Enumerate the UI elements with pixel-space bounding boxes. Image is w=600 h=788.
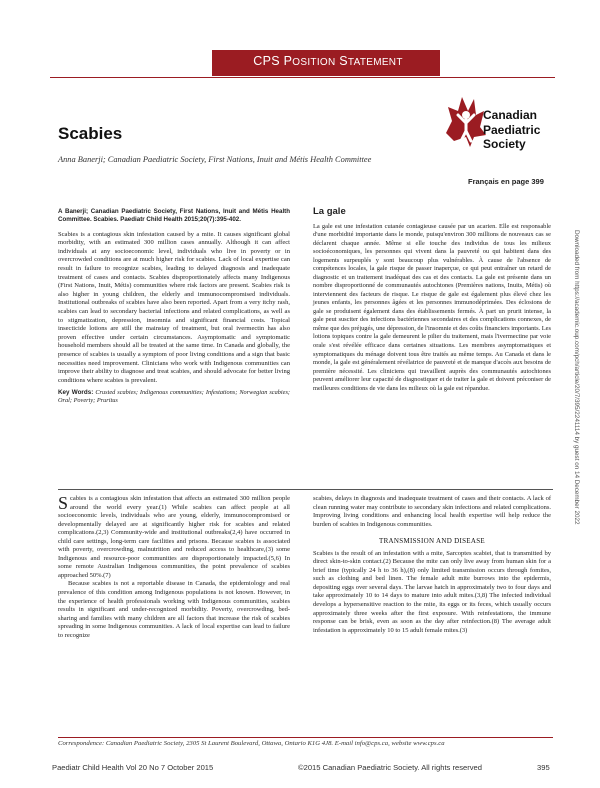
body-paragraph: Because scabies is not a reportable disease in Canada, the epidemiology and real prevalence of this condition among Indigenous populations is not known. However, in the experience of health professionals working with Indigenous communities, scabies results in significant and under-recognized morbidity. Poverty, overcrowding, bed-sharing and families with many children are all factors that increase the risk of scabies spreading in some Indigenous communities. A lack of local expertise can lead to failure to recognize (58, 580, 290, 639)
body-left-column (58, 495, 290, 640)
article-authors: Anna Banerji; Canadian Paediatric Society, First Nations, Inuit and Métis Health Committee (58, 155, 372, 164)
citation: A Banerji; Canadian Paediatric Society, First Nations, Inuit and Métis Health Committee. Scabies. Paediatr Child Health 2015;20(7):395-402. (58, 208, 290, 224)
body-paragraph: Scabies is a contagious skin infestation that affects an estimated 300 million people around the world every year.(1) While scabies can affect people at all socioeconomic levels, individuals who are young, elderly, immunocompromised or developmentally delayed are at significantly higher risk for scabies and related complications.(2,3) Community-wide and institutional outbreaks(2,4) have occurred in child care settings, long-term care facilities and prisons. Because scabies is associated with poverty, overcrowding, malnutrition and reduced access to healthcare,(3) some Indigenous and resource-poor communities are disproportionately impacted.(5,6) In some remote Australian Indigenous communities, the point prevalence of scabies approached 50%.(7) (58, 493, 290, 579)
keywords (58, 389, 290, 405)
body-paragraph: Scabies is the result of an infestation with a mite, Sarcoptes scabiei, that is transmitted by direct skin-to-skin contact.(2) Because the mite can only live away from human skin for a brief time (typically 24 h to 36 h),(8) only limited transmission occurs through fomites, such as clothing and bed linen. The female adult mite burrows into the epidermis, depositing eggs over several days. The larvae hatch in approximately two to four days and take approximately 10 to 14 days to mature into adult mites.(3,8) The infected individual develops a hypersensitive reaction to the mite, its eggs or its feces, which usually occurs approximately three weeks after the first exposure. With reinfestations, the immune response can be brisk, even as soon as the day after reinfection.(8) The average adult infestation is approximately 10 to 15 adult female mites.(3) (313, 549, 551, 634)
keywords-list: Crusted scabies; Indigenous communities; Infestations; Norwegian scabies; Oral; Poverty; Pruritus (58, 389, 290, 405)
french-abstract-text: La gale est une infestation cutanée contagieuse causée par un acarien. Elle est responsable d'une morbidité importante dans le monde, puisqu'environ 300 millions de nouveaux cas se déclarent chaque année. Même si elle touche des individus de tous les milieux socioéconomiques, les personnes qui vivent dans la pauvreté ou qui habitent dans des logements surpeuplés y sont beaucoup plus vulnérables. À cause de l'absence de compétences locales, la gale risque de passer inaperçue, ce qui peut entraîner un retard de diagnostic et un traitement inadéquat des cas et des contacts. La gale est présente dans un nombre disproportionné de communautés autochtones (Premières nations, Inuits, Métis) où interviennent des facteurs de risque. Le risque de gale est également plus élevé chez les jeunes enfants, les personnes âgées et les personnes immunodéprimées. Des éclosions de gale se produisent également dans des établissements fermés. À part un prurit intense, la gale peut susciter des infections bactériennes secondaires et des complications connexes, de même que des préjugés, une dépression, de l'insomnie et des coûts financiers importants. Les lotions topiques contre la gale demeurent le pilier du traitement, mais l'ivermectine par voie orale s'est révélée efficace dans certaines situations. Les membres asymptomatiques et symptomatiques du ménage doivent tous être traités au même temps. Au Canada et dans le monde, la gale est généralement révélatrice de pauvreté et de manque d'accès aux besoins de première nécessité. Les cliniciens qui travaillent auprès des communautés autochtones peuvent améliorer leur capacité de diagnostiquer et de traiter la gale et doivent préconiser de meilleures conditions de vie dans les milieux où la gale est répandue. (313, 222, 551, 392)
download-note: Downloaded from https://academic.oup.com/pch/article/20/7/395/2241114 by guest on 14 December 2022 (573, 230, 580, 525)
french-abstract-column (313, 208, 551, 393)
correspondence: Correspondence: Canadian Paediatric Society, 2305 St Laurent Boulevard, Ottawa, Ontario K1G 4J8. E-mail info@cps.ca, website www.cps.ca (58, 740, 445, 747)
section-heading: TRANSMISSION AND DISEASE (379, 537, 485, 546)
position-statement-label: CPS POSITION STATEMENT (253, 54, 403, 68)
abstract-column (58, 208, 290, 406)
article-title: Scabies (58, 124, 123, 143)
section-divider (58, 489, 553, 490)
abstract-text: Scabies is a contagious skin infestation caused by a mite. It causes significant global morbidity, with an estimated 300 million cases annually. Although it can affect individuals at any socioeconomic level, individuals who live in poverty or in overcrowded conditions are at much higher risk for scabies. Lack of local expertise can result in failure to recognize scabies, leading to delayed diagnosis and inadequate treatment of cases and contacts. Scabies disproportionately affects many Indigenous (First Nations, Inuit, Métis) communities where risk factors are present. Scabies risk is also higher in young children, the elderly and immunocompromised individuals. Institutional outbreaks of scabies have also been reported. Apart from a very itchy rash, scabies can lead to secondary bacterial infections and related complications, as well as to stigmatization, depression, insomnia and significant financial costs. Topical insecticide lotions are still the mainstay of treatment, but oral ivermectin has also proven effective under certain circumstances. Asymptomatic and symptomatic household members should all be treated at the same time. In Canada and globally, the presence of scabies is usually a symptom of poor living conditions and a sign that basic necessities need improvement. Clinicians who work with Indigenous communities can improve their ability to diagnose and treat scabies, and should advocate for better living conditions where scabies is prevalent. (58, 230, 290, 384)
header-rule (50, 77, 555, 78)
french-abstract-title: La gale (313, 206, 346, 217)
journal-info: Paediatr Child Health Vol 20 No 7 October 2015 (52, 763, 214, 772)
keywords-label: Key Words: (58, 389, 94, 397)
copyright: ©2015 Canadian Paediatric Society. All rights reserved (298, 763, 483, 772)
body-right-column (313, 495, 551, 635)
logo-text: Canadian Paediatric Society (483, 108, 541, 151)
body-paragraph: scabies, delays in diagnosis and inadequate treatment of cases and their contacts. A lack of clean running water may contribute to secondary skin infections and related complications. Improving living conditions and enhancing local health expertise will help reduce the burden of scabies in Indigenous communities. (313, 495, 551, 528)
drop-cap: S (58, 493, 69, 513)
page-number: 395 (537, 763, 550, 772)
footer-rule (58, 737, 553, 738)
french-version-note: Français en page 399 (468, 177, 544, 186)
